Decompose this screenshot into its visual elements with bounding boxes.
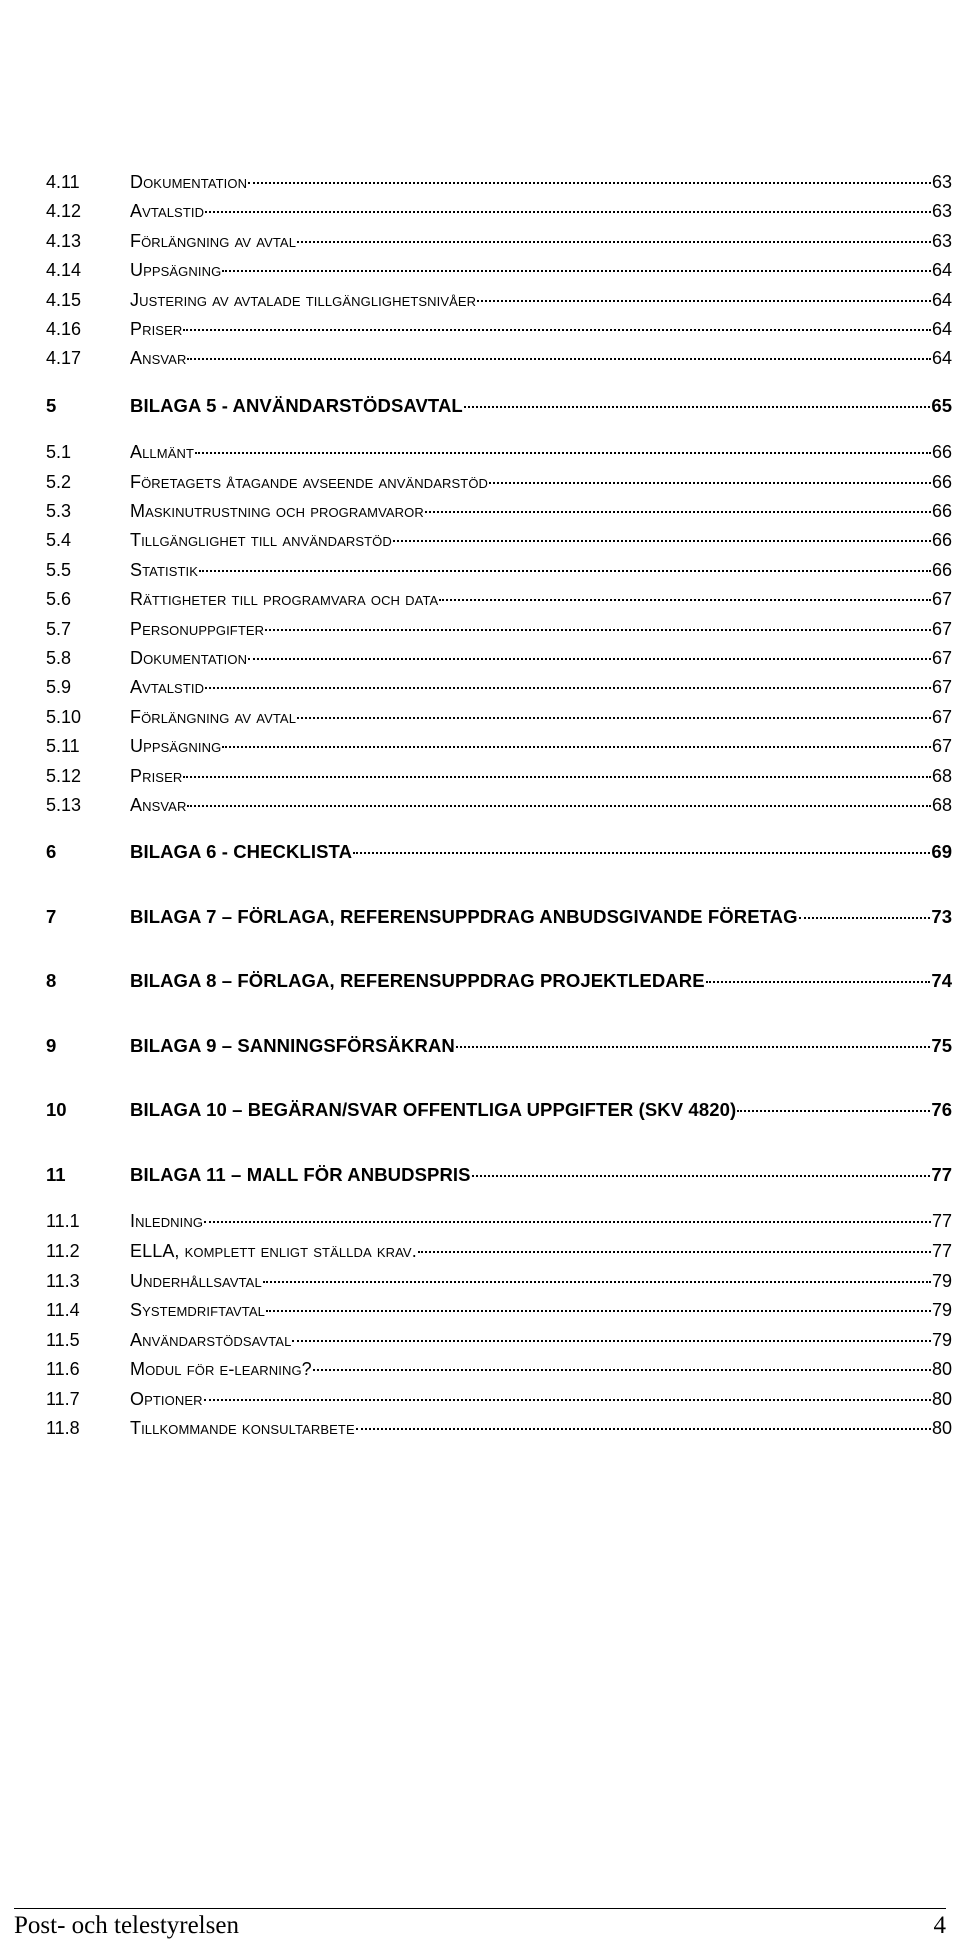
toc-entry-page: 67: [931, 736, 952, 757]
toc-dot-leader: [187, 358, 931, 360]
toc-entry-number: 5.1: [46, 442, 72, 463]
toc-chapter-entry[interactable]: [46, 949, 952, 1014]
toc-entry-number: 11.3: [46, 1270, 80, 1291]
toc-dot-leader: [187, 805, 931, 807]
toc-section-entry[interactable]: [46, 1237, 952, 1267]
toc-entry-number: 5.3: [46, 501, 72, 522]
toc-entry-title: Dokumentation: [130, 647, 248, 668]
toc-dot-leader: [356, 1428, 931, 1430]
toc-section-entry[interactable]: [46, 762, 952, 791]
toc-entry-title: Statistik: [130, 559, 199, 580]
toc-entry-page: 69: [931, 841, 952, 863]
toc-entry-page: 65: [931, 394, 952, 416]
toc-entry-page: 63: [931, 172, 952, 192]
toc-dot-leader: [477, 300, 931, 302]
toc-dot-leader: [297, 241, 931, 243]
toc-dot-leader: [464, 406, 931, 408]
toc-entry-title: Modul för e-learning?: [130, 1359, 312, 1380]
toc-entry-number: 5.6: [46, 589, 72, 610]
toc-entry-number: 11.6: [46, 1359, 80, 1380]
toc-entry-number: 5.7: [46, 618, 72, 639]
toc-entry-number: 5.5: [46, 559, 72, 580]
toc-entry-number: 5.2: [46, 471, 72, 492]
toc-section-entry[interactable]: [46, 615, 952, 644]
toc-section-entry[interactable]: [46, 1385, 952, 1415]
toc-entry-title: Avtalstid: [130, 201, 205, 222]
toc-entry-page: 76: [931, 1099, 952, 1121]
toc-section-entry[interactable]: [46, 197, 952, 226]
toc-entry-number: 11: [46, 1163, 66, 1185]
footer-divider: [14, 1908, 946, 1909]
toc-entry-title: Avtalstid: [130, 677, 205, 698]
toc-dot-leader: [393, 540, 931, 542]
toc-dot-leader: [183, 329, 931, 331]
toc-section-entry[interactable]: [46, 227, 952, 256]
toc-entry-title: Justering av avtalade tillgänglighetsnivåer: [130, 289, 477, 310]
toc-entry-title: Förlängning av avtal: [130, 706, 297, 727]
toc-dot-leader: [353, 852, 930, 854]
toc-entry-number: 11.1: [46, 1211, 80, 1232]
toc-section-entry[interactable]: [46, 1355, 952, 1385]
toc-entry-title: Uppsägning: [130, 260, 222, 281]
toc-dot-leader: [706, 981, 931, 983]
toc-section-entry[interactable]: [46, 703, 952, 732]
toc-entry-title: Ansvar: [130, 348, 187, 369]
toc-entry-page: 80: [931, 1418, 952, 1439]
toc-entry-number: 4.11: [46, 172, 80, 192]
toc-dot-leader: [183, 776, 931, 778]
toc-entry-page: 66: [931, 471, 952, 492]
toc-entry-title: Rättigheter till programvara och data: [130, 589, 439, 610]
toc-entry-title: Användarstödsavtal: [130, 1329, 292, 1350]
toc-section-entry[interactable]: [46, 1267, 952, 1297]
toc-entry-title: Optioner: [130, 1388, 203, 1409]
toc-entry-number: 4.12: [46, 201, 82, 222]
toc-entry-number: 8: [46, 970, 57, 992]
toc-entry-number: 5.8: [46, 647, 72, 668]
toc-entry-title: Systemdriftavtal: [130, 1300, 265, 1321]
toc-dot-leader: [297, 717, 931, 719]
toc-entry-page: 79: [931, 1270, 952, 1291]
toc-dot-leader: [222, 270, 931, 272]
toc-entry-number: 9: [46, 1034, 57, 1056]
toc-entry-number: 5.10: [46, 706, 82, 727]
toc-dot-leader: [439, 599, 931, 601]
toc-entry-page: 67: [931, 706, 952, 727]
toc-entry-page: 64: [931, 318, 952, 339]
toc-entry-page: 66: [931, 559, 952, 580]
toc-dot-leader: [248, 182, 931, 184]
toc-entry-page: 64: [931, 260, 952, 281]
toc-dot-leader: [737, 1110, 930, 1112]
toc-entry-page: 68: [931, 765, 952, 786]
toc-entry-title: Uppsägning: [130, 736, 222, 757]
toc-entry-title: Ansvar: [130, 794, 187, 815]
toc-entry-title: Företagets åtagande avseende användarstöd: [130, 471, 489, 492]
toc-entry-title: Priser: [130, 318, 183, 339]
toc-entry-page: 73: [931, 905, 952, 927]
toc-entry-title: BILAGA 9 – SANNINGSFÖRSÄKRAN: [130, 1034, 455, 1056]
toc-dot-leader: [195, 452, 931, 454]
toc-section-entry[interactable]: [46, 644, 952, 673]
toc-entry-title: Tillkommande konsultarbete: [130, 1418, 355, 1439]
toc-dot-leader: [265, 629, 931, 631]
toc-entry-page: 77: [931, 1240, 952, 1261]
toc-chapter-entry[interactable]: [46, 885, 952, 950]
toc-entry-title: ELLA, komplett enligt ställda krav.: [130, 1240, 417, 1261]
toc-dot-leader: [199, 570, 931, 572]
toc-dot-leader: [222, 746, 931, 748]
toc-entry-title: BILAGA 6 - CHECKLISTA: [130, 841, 353, 863]
toc-entry-title: BILAGA 5 - ANVÄNDARSTÖDSAVTAL: [130, 394, 463, 416]
toc-entry-title: BILAGA 8 – FÖRLAGA, REFERENSUPPDRAG PROJEKTLEDARE: [130, 970, 705, 992]
toc-dot-leader: [205, 211, 931, 213]
toc-entry-title: Personuppgifter: [130, 618, 265, 639]
toc-entry-title: Maskinutrustning och programvaror: [130, 501, 424, 522]
toc-chapter-entry[interactable]: [46, 1143, 952, 1208]
toc-entry-page: 79: [931, 1329, 952, 1350]
toc-section-entry[interactable]: [46, 791, 952, 820]
toc-entry-page: 80: [931, 1359, 952, 1380]
toc-entry-number: 10: [46, 1099, 67, 1121]
toc-entry-number: 11.8: [46, 1418, 80, 1439]
toc-dot-leader: [292, 1340, 931, 1342]
toc-dot-leader: [425, 511, 931, 513]
toc-section-entry[interactable]: [46, 526, 952, 555]
toc-dot-leader: [472, 1175, 931, 1177]
toc-entry-page: 66: [931, 501, 952, 522]
toc-entry-number: 5: [46, 394, 57, 416]
toc-entry-number: 4.16: [46, 318, 82, 339]
footer-organization: Post- och telestyrelsen: [14, 1912, 239, 1939]
toc-entry-page: 77: [931, 1163, 952, 1185]
toc-entry-page: 80: [931, 1388, 952, 1409]
toc-entry-number: 4.17: [46, 348, 82, 369]
toc-entry-page: 67: [931, 589, 952, 610]
toc-chapter-entry[interactable]: [46, 820, 952, 885]
toc-entry-title: Priser: [130, 765, 183, 786]
toc-dot-leader: [248, 658, 931, 660]
toc-section-entry[interactable]: [46, 556, 952, 585]
toc-entry-page: 79: [931, 1300, 952, 1321]
toc-entry-number: 11.4: [46, 1300, 80, 1321]
toc-entry-page: 64: [931, 289, 952, 310]
toc-dot-leader: [263, 1281, 931, 1283]
toc-chapter-entry[interactable]: [46, 1078, 952, 1143]
toc-entry-page: 63: [931, 230, 952, 251]
toc-entry-page: 66: [931, 442, 952, 463]
toc-entry-number: 5.11: [46, 736, 80, 757]
toc-dot-leader: [204, 1399, 931, 1401]
toc-section-entry[interactable]: [46, 497, 952, 526]
toc-entry-title: Allmänt: [130, 442, 194, 463]
toc-entry-page: 68: [931, 794, 952, 815]
toc-section-entry[interactable]: [46, 286, 952, 315]
toc-entry-title: Tillgänglighet till användarstöd: [130, 530, 392, 551]
toc-chapter-entry[interactable]: [46, 374, 952, 439]
toc-entry-number: 5.12: [46, 765, 82, 786]
toc-dot-leader: [456, 1046, 931, 1048]
toc-section-entry[interactable]: [46, 438, 952, 467]
toc-dot-leader: [799, 917, 931, 919]
toc-dot-leader: [313, 1369, 931, 1371]
toc-section-entry[interactable]: [46, 1296, 952, 1326]
toc-entry-number: 7: [46, 905, 57, 927]
toc-entry-page: 67: [931, 618, 952, 639]
toc-section-entry[interactable]: [46, 585, 952, 614]
toc-section-entry[interactable]: [46, 315, 952, 344]
toc-entry-number: 5.4: [46, 530, 72, 551]
toc-entry-page: 74: [931, 970, 952, 992]
toc-entry-number: 11.2: [46, 1240, 80, 1261]
toc-entry-number: 5.13: [46, 794, 82, 815]
toc-entry-title: BILAGA 11 – MALL FÖR ANBUDSPRIS: [130, 1163, 471, 1185]
toc-entry-page: 66: [931, 530, 952, 551]
toc-entry-page: 64: [931, 348, 952, 369]
toc-entry-number: 11.5: [46, 1329, 80, 1350]
toc-section-entry[interactable]: [46, 468, 952, 497]
toc-entry-page: 77: [931, 1211, 952, 1232]
toc-section-entry[interactable]: [46, 344, 952, 373]
toc-entry-page: 67: [931, 647, 952, 668]
toc-entry-page: 75: [931, 1034, 952, 1056]
toc-entry-title: Inledning: [130, 1211, 204, 1232]
footer-page-number: 4: [933, 1912, 946, 1939]
toc-section-entry[interactable]: [46, 256, 952, 285]
toc-section-entry[interactable]: [46, 673, 952, 702]
toc-entry-page: 63: [931, 201, 952, 222]
toc-entry-number: 5.9: [46, 677, 72, 698]
toc-section-entry[interactable]: [46, 168, 952, 197]
toc-section-entry[interactable]: [46, 1326, 952, 1356]
toc-entry-title: BILAGA 10 – BEGÄRAN/SVAR OFFENTLIGA UPPGIFTER (SKV 4820): [130, 1099, 737, 1121]
toc-entry-number: 4.13: [46, 230, 82, 251]
toc-dot-leader: [489, 482, 931, 484]
toc-chapter-entry[interactable]: [46, 1014, 952, 1079]
toc-entry-title: Underhållsavtal: [130, 1270, 262, 1291]
toc-dot-leader: [204, 1221, 931, 1223]
toc-entry-title: Förlängning av avtal: [130, 230, 297, 251]
toc-entry-number: 4.15: [46, 289, 82, 310]
toc-entry-title: BILAGA 7 – FÖRLAGA, REFERENSUPPDRAG ANBUDSGIVANDE FÖRETAG: [130, 905, 798, 927]
toc-entry-number: 4.14: [46, 260, 82, 281]
table-of-contents: [46, 168, 952, 1444]
toc-dot-leader: [205, 687, 931, 689]
toc-entry-page: 67: [931, 677, 952, 698]
toc-section-entry[interactable]: [46, 1207, 952, 1237]
toc-entry-title: Dokumentation: [130, 172, 248, 192]
toc-section-entry[interactable]: [46, 1414, 952, 1444]
toc-dot-leader: [418, 1251, 931, 1253]
toc-dot-leader: [266, 1310, 931, 1312]
toc-entry-number: 6: [46, 841, 57, 863]
toc-section-entry[interactable]: [46, 732, 952, 761]
toc-entry-number: 11.7: [46, 1388, 80, 1409]
